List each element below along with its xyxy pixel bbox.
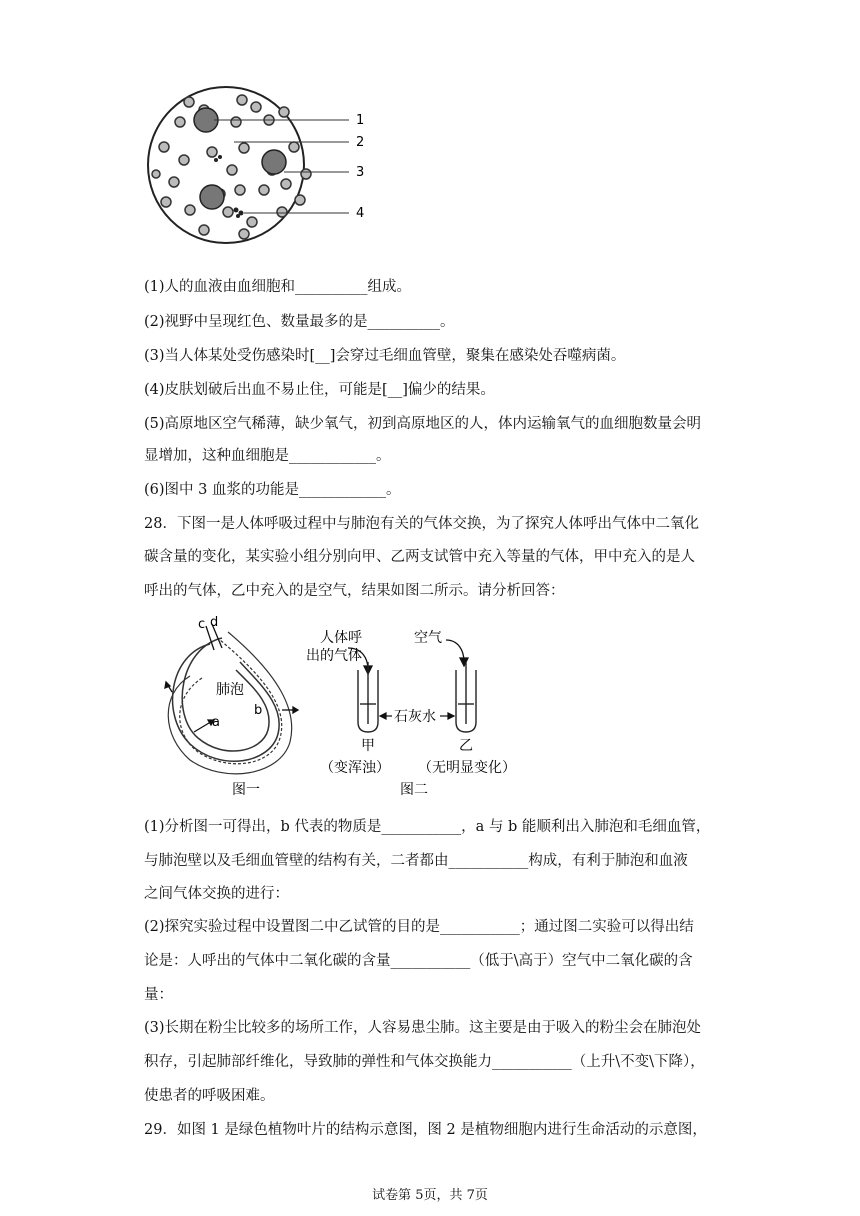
smear-label-2: 2 (356, 135, 365, 150)
q28-line-2: 与肺泡壁以及毛细血管壁的结构有关，二者都由___________构成，有利于肺泡和血液 (144, 853, 688, 869)
q28-intro-1: 28．下图一是人体呼吸过程中与肺泡有关的气体交换，为了探究人体呼出气体中二氧化 (144, 516, 699, 532)
q27-line-2: (2)视野中呈现红色、数量最多的是__________。 (144, 314, 455, 330)
test-tubes-figure (300, 626, 540, 800)
result-yi: （无明显变化） (418, 760, 516, 776)
label-jia: 甲 (361, 738, 375, 754)
smear-label-3: 3 (356, 165, 365, 180)
q28-line-9: 使患者的呼吸困难。 (144, 1088, 275, 1104)
label-exhaled-gas-2: 出的气体 (306, 648, 362, 664)
tube-jia (358, 662, 378, 732)
alveolus-caption: 图一 (232, 782, 260, 798)
gas-arrows (348, 640, 468, 674)
q27-line-6: 显增加，这种血细胞是____________。 (144, 448, 391, 464)
q27-line-4: (4)皮肤划破后出血不易止住，可能是[__]偏少的结果。 (144, 382, 495, 398)
label-air: 空气 (414, 630, 442, 646)
result-jia: （变浑浊） (320, 760, 390, 776)
page-footer: 试卷第 5页，共 7页 (372, 1188, 488, 1203)
alveolus-label-b: b (254, 703, 263, 718)
alveolus-figure (150, 614, 310, 800)
alveolus-wall (173, 638, 280, 761)
q28-intro-3: 呼出的气体，乙中充入的是空气，结果如图二所示。请分析回答： (144, 583, 565, 599)
tube-yi (456, 662, 476, 732)
q28-line-1: (1)分析图一可得出，b 代表的物质是___________，a 与 b 能顺利出入肺泡和毛细血管， (144, 819, 711, 835)
q28-line-5: 论是：人呼出的气体中二氧化碳的含量___________（低于\高于）空气中二氧化碳的含 (144, 953, 693, 969)
q28-line-7: (3)长期在粉尘比较多的场所工作，人容易患尘肺。这主要是由于吸入的粉尘会在肺泡处 (144, 1020, 702, 1036)
label-limewater: 石灰水 (394, 709, 436, 725)
q28-line-6: 量： (144, 987, 173, 1003)
blood-smear-figure (144, 82, 384, 252)
q28-line-8: 积存，引起肺部纤维化，导致肺的弹性和气体交换能力___________（上升\不变\下降）， (144, 1054, 705, 1070)
alveolus-label-d: d (210, 615, 219, 630)
q27-line-3: (3)当人体某处受伤感染时[__]会穿过毛细血管壁，聚集在感染处吞噬病菌。 (144, 348, 626, 364)
label-exhaled-gas-1: 人体呼 (320, 630, 362, 646)
q27-line-7: (6)图中 3 血浆的功能是____________。 (144, 482, 401, 498)
q29-line-1: 29．如图 1 是绿色植物叶片的结构示意图，图 2 是植物细胞内进行生命活动的示意图， (144, 1122, 707, 1138)
alveolus-label-a: a (212, 715, 220, 730)
smear-label-4: 4 (356, 206, 365, 221)
alveolus-label-c: c (198, 617, 206, 632)
tubes-caption: 图二 (400, 782, 428, 798)
q27-line-1: (1)人的血液由血细胞和__________组成。 (144, 279, 412, 295)
label-yi: 乙 (459, 738, 473, 754)
smear-label-1: 1 (356, 113, 365, 128)
alveolus-label-name: 肺泡 (216, 682, 244, 698)
q28-line-4: (2)探究实验过程中设置图二中乙试管的目的是___________；通过图二实验可以得出结 (144, 919, 694, 935)
q28-intro-2: 碳含量的变化，某实验小组分别向甲、乙两支试管中充入等量的气体，甲中充入的是人 (144, 549, 695, 565)
q28-line-3: 之间气体交换的进行： (144, 886, 289, 902)
q27-line-5: (5)高原地区空气稀薄，缺少氧气，初到高原地区的人，体内运输氧气的血细胞数量会明 (144, 416, 702, 432)
